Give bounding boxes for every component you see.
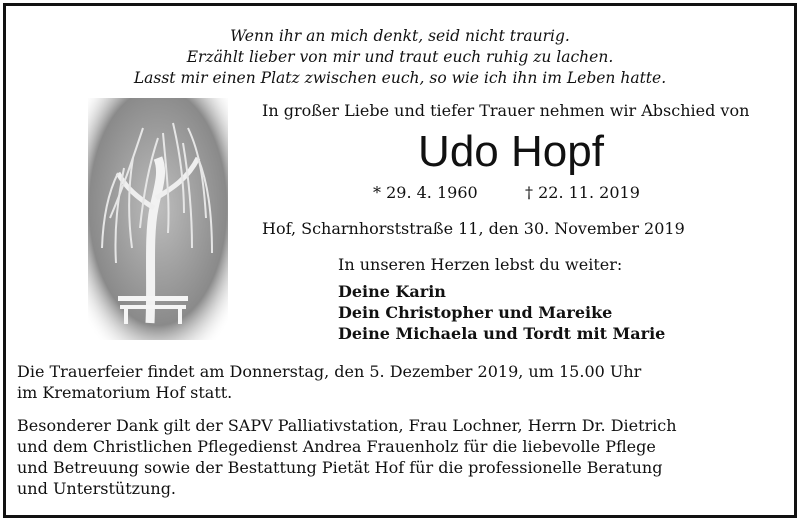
thanks-paragraph [17, 415, 677, 499]
poem [0, 26, 800, 89]
thanks-line: und dem Christlichen Pflegedienst Andrea Frauenholz für die liebevolle Pflege [17, 437, 656, 456]
subline: In unseren Herzen lebst du weiter: [338, 255, 623, 274]
birth-date: * 29. 4. 1960 [373, 183, 478, 202]
poem-line: Erzählt lieber von mir und traut euch ruhig zu lachen. [186, 48, 614, 66]
thanks-line: und Unterstützung. [17, 479, 177, 498]
mourner: Dein Christopher und Mareike [338, 303, 613, 322]
deceased-name: Udo Hopf [418, 127, 604, 176]
place-and-date: Hof, Scharnhorststraße 11, den 30. November 2019 [262, 219, 685, 238]
service-line: Die Trauerfeier findet am Donnerstag, den 5. Dezember 2019, um 15.00 Uhr [17, 362, 642, 381]
death-date: † 22. 11. 2019 [525, 183, 640, 202]
poem-line: Lasst mir einen Platz zwischen euch, so wie ich ihn im Leben hatte. [133, 69, 667, 87]
mourner: Deine Michaela und Tordt mit Marie [338, 324, 666, 343]
service-info [17, 361, 641, 403]
thanks-line: Besonderer Dank gilt der SAPV Palliativstation, Frau Lochner, Herrn Dr. Dietrich [17, 416, 677, 435]
service-line: im Krematorium Hof statt. [17, 383, 233, 402]
intro-line: In großer Liebe und tiefer Trauer nehmen wir Abschied von [262, 101, 750, 120]
willow-tree-bench-icon [88, 98, 228, 340]
mourners-list [338, 281, 665, 344]
poem-line: Wenn ihr an mich denkt, seid nicht traurig. [230, 27, 570, 45]
mourner: Deine Karin [338, 282, 446, 301]
thanks-line: und Betreuung sowie der Bestattung Pietät Hof für die professionelle Beratung [17, 458, 663, 477]
